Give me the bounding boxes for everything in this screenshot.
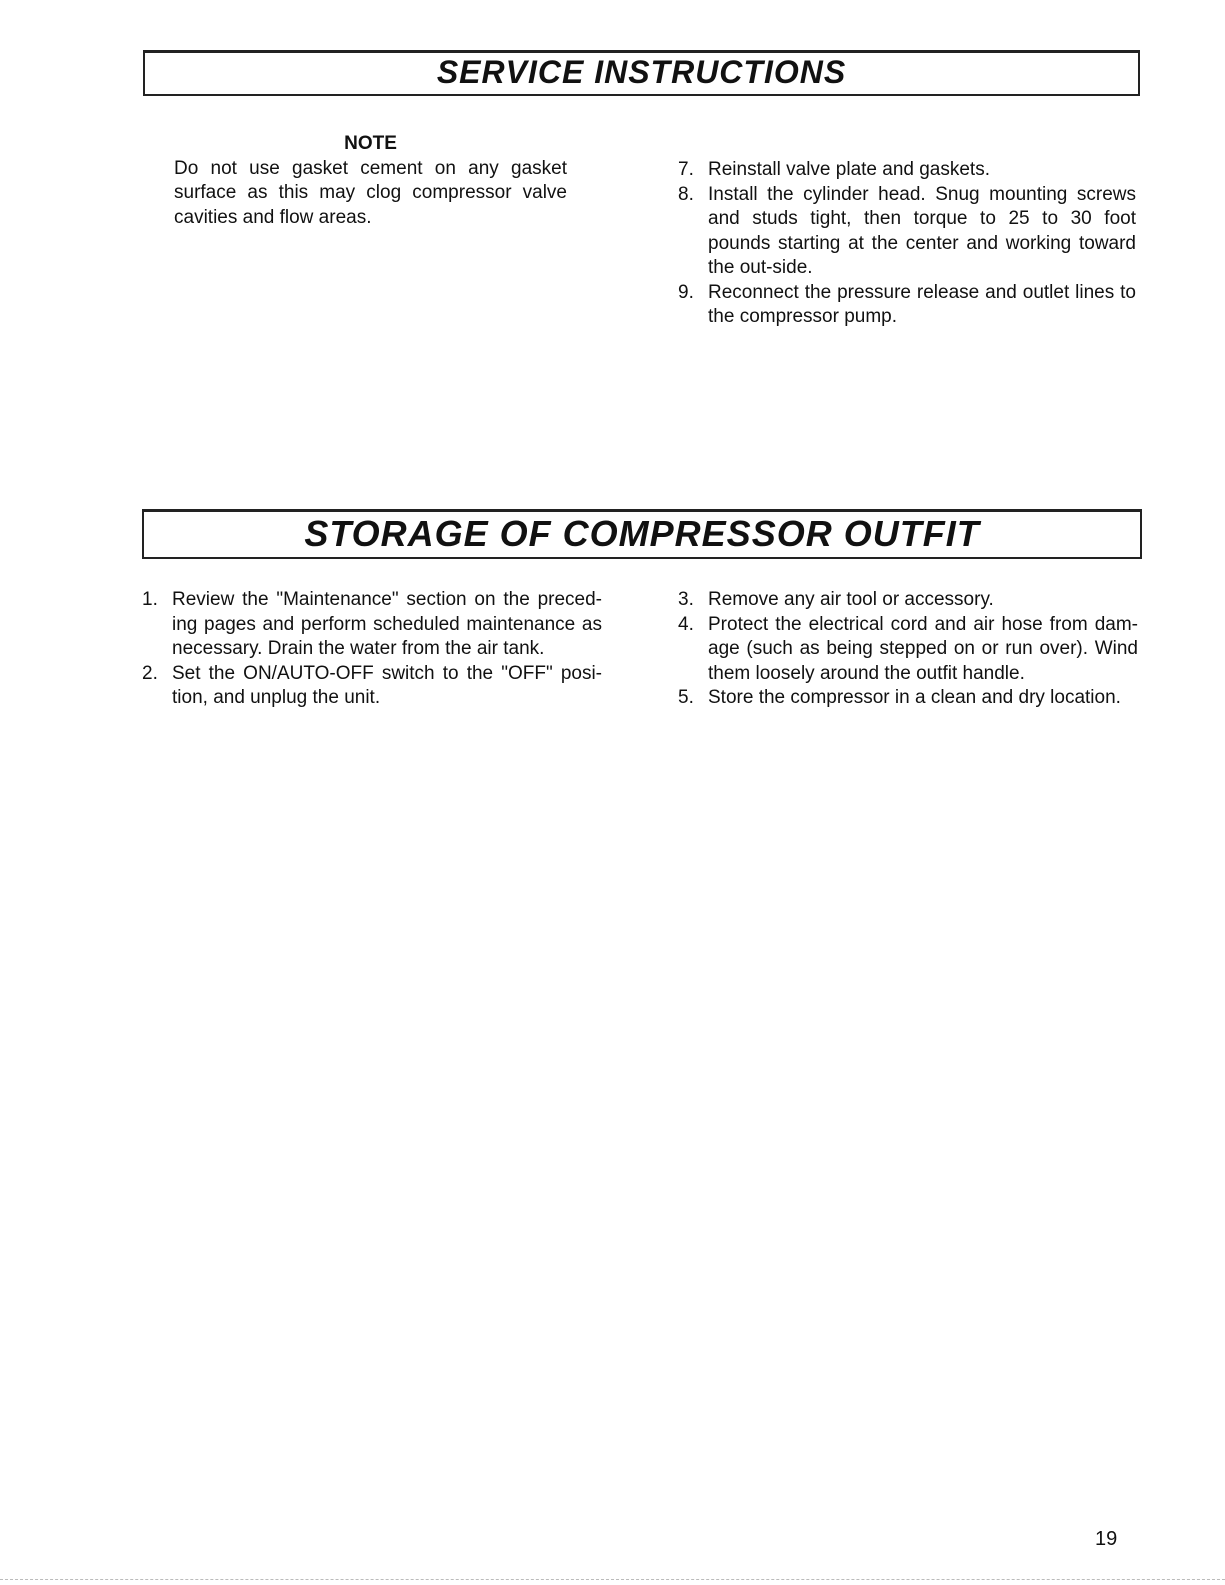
list-item — [678, 686, 1138, 711]
step-number: 4. — [678, 613, 694, 635]
step-number: 7. — [678, 159, 694, 180]
step-text: Install the cylinder head. Snug mounting screws and studs tight, then torque to 25 to 30 foot pounds starting at the center and working toward the out-side. — [708, 183, 1136, 278]
service-section-title: SERVICE INSTRUCTIONS — [436, 54, 847, 90]
step-number: 3. — [678, 589, 694, 610]
step-number: 5. — [678, 687, 694, 708]
page-number: 19 — [1095, 1528, 1118, 1550]
storage-section-title: STORAGE OF COMPRESSOR OUTFIT — [304, 513, 980, 554]
step-number: 8. — [678, 183, 694, 205]
service-section-header — [143, 50, 1140, 96]
storage-steps-left — [142, 588, 602, 711]
list-item — [678, 613, 1138, 687]
note-heading: NOTE — [344, 133, 397, 154]
list-item — [678, 281, 1136, 330]
step-text: Protect the electrical cord and air hose from dam-age (such as being stepped on or run over). Wind them loosely around the outfit handle. — [708, 613, 1138, 684]
step-number: 9. — [678, 281, 694, 303]
storage-section-header — [142, 509, 1142, 559]
step-text: Review the "Maintenance" section on the preced-ing pages and perform scheduled maintenance as necessary. Drain the water from the air tank. — [172, 589, 602, 659]
bottom-rule — [0, 1579, 1225, 1580]
service-steps — [678, 158, 1136, 330]
list-item — [142, 662, 602, 711]
list-item — [678, 588, 1138, 613]
storage-steps-right — [678, 588, 1138, 711]
step-text: Remove any air tool or accessory. — [708, 589, 994, 610]
list-item — [678, 158, 1136, 183]
step-text: Reinstall valve plate and gaskets. — [708, 159, 990, 180]
step-number: 1. — [142, 589, 158, 610]
step-number: 2. — [142, 662, 158, 684]
list-item — [142, 588, 602, 662]
step-text: Store the compressor in a clean and dry location. — [708, 687, 1121, 708]
list-item — [678, 183, 1136, 281]
step-text: Set the ON/AUTO-OFF switch to the "OFF" posi-tion, and unplug the unit. — [172, 662, 602, 708]
note-text: Do not use gasket cement on any gasket surface as this may clog compressor valve cavities and flow areas. — [174, 157, 567, 228]
note-block — [174, 132, 567, 230]
step-text: Reconnect the pressure release and outlet lines to the compressor pump. — [708, 281, 1136, 327]
